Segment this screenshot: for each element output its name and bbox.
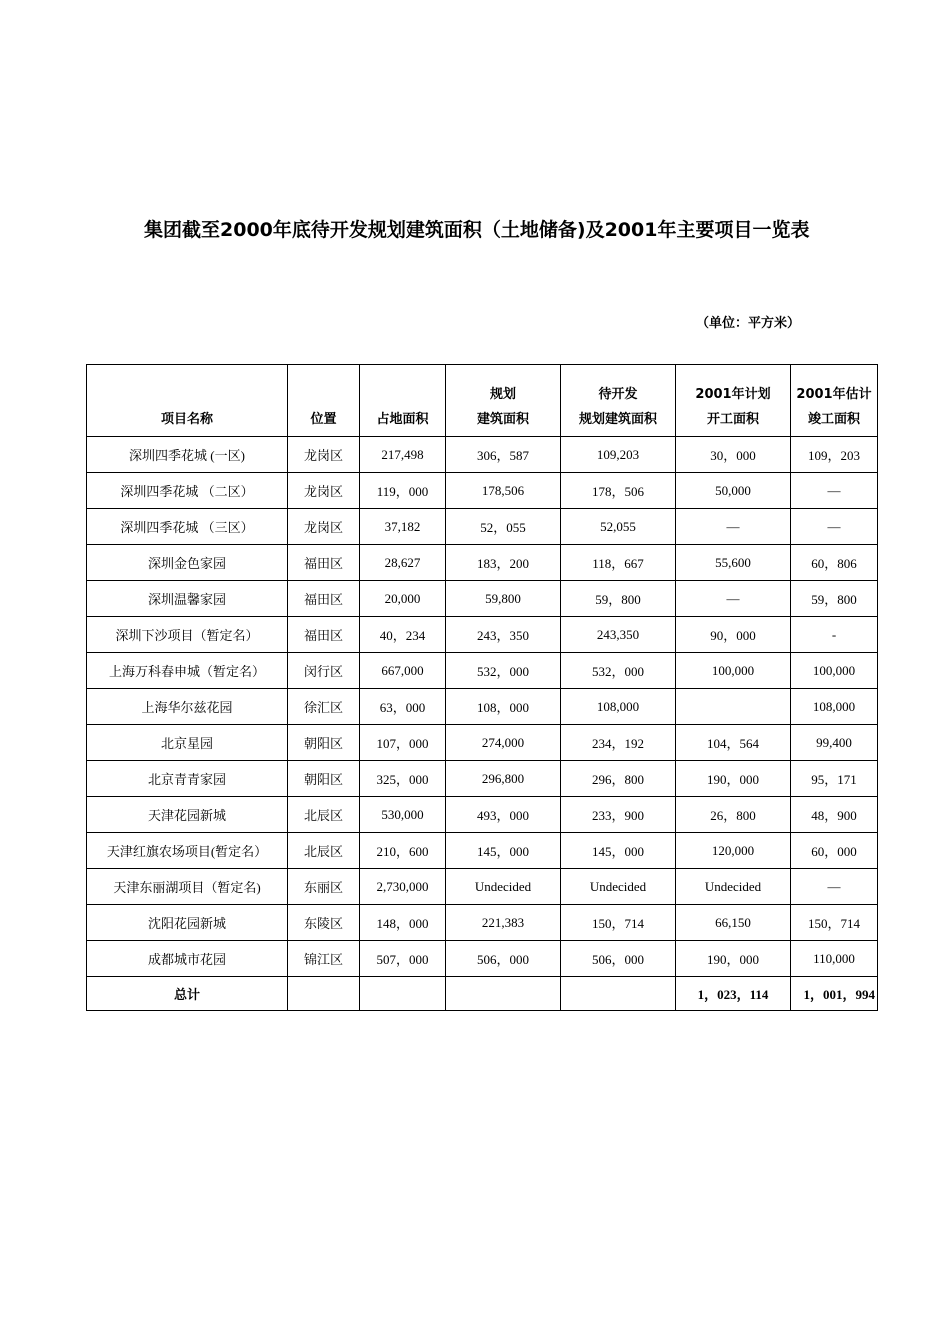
cell-site-area: 325，000 [360,761,446,797]
cell-start-2001: — [676,509,791,545]
cell-location: 福田区 [288,545,360,581]
cell-site-area: 28,627 [360,545,446,581]
cell-planned: 145，000 [446,833,561,869]
cell-pending: 233，900 [561,797,676,833]
cell-site-area: 63，000 [360,689,446,725]
cell-location: 福田区 [288,617,360,653]
header-location: 位置 [288,365,360,437]
cell-site-area: 530,000 [360,797,446,833]
table-row [87,581,878,617]
table-row [87,509,878,545]
header-start-2001 [676,365,791,437]
header-pending [561,365,676,437]
cell-start-2001: 30，000 [676,437,791,473]
header-row [87,365,878,437]
cell-pending: 108,000 [561,689,676,725]
cell-pending: 234，192 [561,725,676,761]
cell-start-2001: 55,600 [676,545,791,581]
cell-name: 成都城市花园 [87,941,288,977]
cell-planned: 274,000 [446,725,561,761]
header-start-line1: 2001年计划 [695,387,771,402]
cell-start-2001: 50,000 [676,473,791,509]
cell-site-area: 210，600 [360,833,446,869]
cell-complete-2001: 108,000 [791,689,878,725]
cell-pending: 145，000 [561,833,676,869]
cell-planned: 493，000 [446,797,561,833]
table-row [87,905,878,941]
cell-start-2001: — [676,581,791,617]
cell-complete-2001: 109，203 [791,437,878,473]
cell-pending: 178，506 [561,473,676,509]
cell-site-area: 667,000 [360,653,446,689]
cell-pending: 59，800 [561,581,676,617]
table-row [87,473,878,509]
total-location [288,977,360,1011]
cell-site-area: 40，234 [360,617,446,653]
cell-name: 北京星园 [87,725,288,761]
cell-name: 深圳温馨家园 [87,581,288,617]
cell-location: 朝阳区 [288,725,360,761]
cell-pending: 52,055 [561,509,676,545]
cell-site-area: 20,000 [360,581,446,617]
cell-name: 沈阳花园新城 [87,905,288,941]
unit-note: （单位：平方米） [696,316,801,331]
total-complete-2001: 1，001，994 [791,977,878,1011]
header-site-area: 占地面积 [360,365,446,437]
cell-pending: 296，800 [561,761,676,797]
cell-site-area: 119，000 [360,473,446,509]
cell-planned: 532，000 [446,653,561,689]
cell-location: 龙岗区 [288,437,360,473]
header-complete-2001 [791,365,878,437]
cell-planned: 243，350 [446,617,561,653]
cell-complete-2001: 150，714 [791,905,878,941]
cell-planned: 183，200 [446,545,561,581]
land-reserve-table [86,364,878,1011]
cell-location: 锦江区 [288,941,360,977]
cell-planned: 178,506 [446,473,561,509]
cell-pending: 150，714 [561,905,676,941]
table-row [87,653,878,689]
cell-site-area: 2,730,000 [360,869,446,905]
cell-planned: 506，000 [446,941,561,977]
cell-location: 龙岗区 [288,509,360,545]
page-title: 集团截至2000年底待开发规划建筑面积（土地储备)及2001年主要项目一览表 [144,219,810,241]
cell-location: 北辰区 [288,833,360,869]
cell-location: 朝阳区 [288,761,360,797]
cell-planned: 221,383 [446,905,561,941]
cell-name: 深圳下沙项目（暂定名） [87,617,288,653]
cell-site-area: 217,498 [360,437,446,473]
cell-complete-2001: — [791,473,878,509]
cell-planned: 306，587 [446,437,561,473]
table-row [87,617,878,653]
cell-start-2001: 100,000 [676,653,791,689]
cell-name: 深圳四季花城 (一区) [87,437,288,473]
cell-location: 东陵区 [288,905,360,941]
header-planned-line1: 规划 [489,387,516,402]
cell-complete-2001: 95，171 [791,761,878,797]
header-planned [446,365,561,437]
cell-complete-2001: - [791,617,878,653]
cell-name: 上海万科春申城（暂定名） [87,653,288,689]
cell-name: 深圳金色家园 [87,545,288,581]
cell-pending: 118，667 [561,545,676,581]
table-row [87,725,878,761]
total-site-area [360,977,446,1011]
cell-location: 北辰区 [288,797,360,833]
cell-name: 北京青青家园 [87,761,288,797]
cell-start-2001 [676,689,791,725]
table-row [87,941,878,977]
table-row [87,833,878,869]
cell-start-2001: 66,150 [676,905,791,941]
total-pending [561,977,676,1011]
cell-complete-2001: — [791,509,878,545]
cell-site-area: 37,182 [360,509,446,545]
header-name: 项目名称 [87,365,288,437]
cell-pending: 532，000 [561,653,676,689]
cell-pending: 243,350 [561,617,676,653]
cell-pending: 506，000 [561,941,676,977]
cell-site-area: 507，000 [360,941,446,977]
table-row [87,689,878,725]
header-planned-line2: 建筑面积 [476,412,529,427]
cell-name: 天津红旗农场项目(暂定名） [87,833,288,869]
cell-complete-2001: 100,000 [791,653,878,689]
table-row [87,761,878,797]
cell-site-area: 148，000 [360,905,446,941]
total-label: 总计 [87,977,288,1011]
cell-planned: 108，000 [446,689,561,725]
table-row [87,437,878,473]
header-complete-line1: 2001年估计 [796,387,872,402]
cell-planned: 52，055 [446,509,561,545]
total-row [87,977,878,1011]
total-start-2001: 1，023，114 [676,977,791,1011]
cell-start-2001: 120,000 [676,833,791,869]
cell-complete-2001: 110,000 [791,941,878,977]
cell-location: 东丽区 [288,869,360,905]
cell-planned: Undecided [446,869,561,905]
cell-pending: 109,203 [561,437,676,473]
total-planned [446,977,561,1011]
cell-name: 上海华尔兹花园 [87,689,288,725]
cell-site-area: 107，000 [360,725,446,761]
cell-planned: 296,800 [446,761,561,797]
header-start-line2: 开工面积 [706,412,759,427]
cell-complete-2001: 60，000 [791,833,878,869]
header-complete-line2: 竣工面积 [807,412,860,427]
cell-location: 福田区 [288,581,360,617]
cell-complete-2001: 59，800 [791,581,878,617]
cell-start-2001: Undecided [676,869,791,905]
cell-complete-2001: 60，806 [791,545,878,581]
table-row [87,797,878,833]
cell-complete-2001: — [791,869,878,905]
cell-location: 徐汇区 [288,689,360,725]
header-pending-line1: 待开发 [598,387,638,402]
cell-name: 天津东丽湖项目（暂定名) [87,869,288,905]
table-row [87,545,878,581]
cell-planned: 59,800 [446,581,561,617]
cell-start-2001: 26，800 [676,797,791,833]
cell-complete-2001: 48，900 [791,797,878,833]
cell-name: 天津花园新城 [87,797,288,833]
header-pending-line2: 规划建筑面积 [578,412,657,427]
cell-name: 深圳四季花城 （三区） [87,509,288,545]
cell-location: 龙岗区 [288,473,360,509]
table-row [87,869,878,905]
cell-start-2001: 190，000 [676,941,791,977]
cell-start-2001: 90，000 [676,617,791,653]
cell-complete-2001: 99,400 [791,725,878,761]
cell-pending: Undecided [561,869,676,905]
cell-location: 闵行区 [288,653,360,689]
cell-start-2001: 190，000 [676,761,791,797]
cell-start-2001: 104，564 [676,725,791,761]
cell-name: 深圳四季花城 （二区） [87,473,288,509]
